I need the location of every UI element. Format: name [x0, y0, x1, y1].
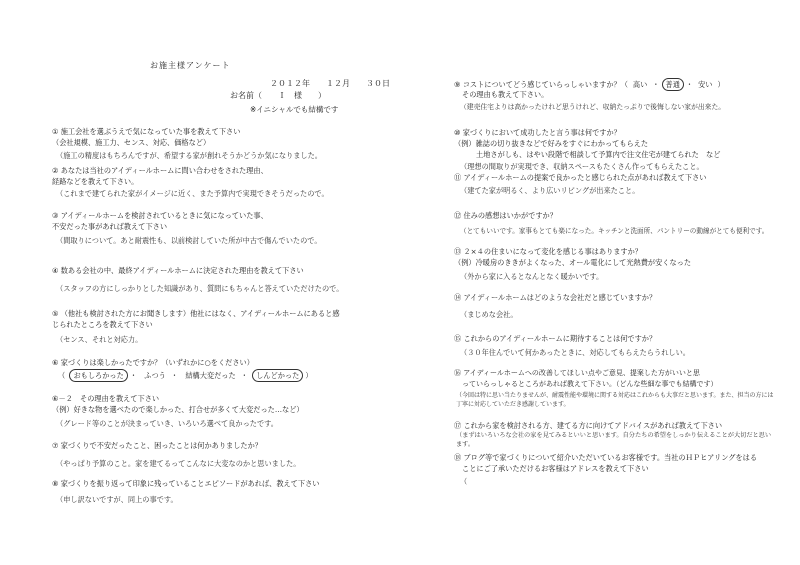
answer-7: （ やっぱり予算のこと。家を建てるってこんなに大変なのかと思いました。: [56, 458, 300, 469]
question-9: ⑨ コストについてどう感じていらっしゃいますか？（ 高い ・ 普通 ・ 安い ）: [454, 80, 725, 89]
answer-3: （ 間取りについて。あと耐震性も、以前検討していた所が中古で傷んでいたので。: [56, 235, 322, 246]
question-17: ⑰ これから家を検討される方、建てる方に向けてアドバイスがあれば教えて下さい: [454, 421, 723, 430]
question-11: ⑪ アイディールホームの提案で良かったと感じられた点があれば教えて下さい: [454, 173, 707, 182]
question-6: ⑥ 家づくりは楽しかったですか？（いずれかに○をください）: [52, 358, 254, 367]
question-6-options: （ おもしろかった ・ ふつう ・ 結構大変だった ・ しんどかった ）: [58, 371, 313, 380]
name-line: お名前（ Ｉ 様 ）: [230, 91, 326, 100]
question-9-sub: その理由も教えて下さい。: [462, 90, 549, 99]
question-3: ③ アイディールホームを検討されているときに気になっていた事、: [52, 211, 268, 220]
option-high[interactable]: 高い: [632, 80, 648, 89]
question-1-sub: （会社規模、施工力、センス、対応、価格など）: [52, 138, 211, 147]
question-9-text: ⑨ コストについてどう感じていらっしゃいますか？（: [454, 80, 628, 89]
question-5-sub: じられたところを教えて下さい: [52, 320, 153, 329]
option-low[interactable]: 安い: [698, 80, 713, 89]
question-1: ① 施工会社を選ぶうえで気になっていた事を教えて下さい: [52, 127, 241, 136]
question-2: ② あなたは当社のアイディールホームに問い合わせをされた理由、: [52, 166, 268, 175]
page-title: お施主様アンケート: [150, 61, 231, 70]
date-line: ２０１２年 １２月 ３０日: [270, 79, 390, 88]
option-normal[interactable]: ふつう: [144, 371, 166, 380]
option-fun[interactable]: おもしろかった: [69, 369, 127, 382]
question-3-sub: 不安だった事があれば教えて下さい: [52, 222, 168, 231]
question-13-sub: （例）冷暖房のききがよくなった、オール電化にして光熱費が安くなった: [454, 258, 692, 267]
answer-18[interactable]: [460, 476, 467, 487]
answer-12: （ とてもいいです。家事もとても楽になった。キッチンと洗面所、パントリーの動線がとても便利です。: [460, 226, 768, 237]
question-8: ⑧ 家づくりを振り返って印象に残っていることエピソードがあれば、教えて下さい: [52, 479, 320, 488]
answer-15: （ ３０年住んでいて何かあったときに、対応してもらえたらうれしい。: [460, 347, 690, 358]
question-14: ⑭ アイディールホームはどのような会社だと感じていますか？: [454, 293, 657, 302]
answer-6-2: （ グレード等のことが決まっていき、いろいろ選べて良かったです。: [56, 418, 278, 429]
answer-13: （ 外から家に入るとなんとなく暖かいです。: [460, 271, 603, 282]
answer-16: （ 今回は特に思い当たりませんが、耐震性能や環境に関する対応はこれからも大事だと思います。また、担当の方には丁寧に対応していただき感謝しています。: [456, 391, 776, 409]
question-10-sub2: 土地さがしも、はやい段階で相談して予算内で注文住宅が建てられた など: [476, 150, 721, 159]
question-2-sub: 経路などを教えて下さい。: [52, 177, 139, 186]
question-10-sub: （例）雑誌の切り抜きなどで好みをすぐにわかってもらえた: [454, 139, 649, 148]
option-average[interactable]: 普通: [662, 78, 684, 91]
question-15: ⑮ これからのアイディールホームに期待することは何ですか？: [454, 334, 657, 343]
question-18-sub: ことにご了承いただけるお客様はアドレスを教えて下さい: [462, 464, 649, 473]
question-4: ④ 数ある会社の中、最終アイディールホームに決定された理由を教えて下さい: [52, 266, 304, 275]
question-16: ⑯ アイディールホームへの改善してほしい点やご意見、提案した方がいいと思: [454, 369, 700, 377]
answer-8: （ 申し訳ないですが、同上の事です。: [56, 494, 178, 505]
option-tough[interactable]: しんどかった: [252, 369, 303, 382]
question-6-2-sub: （例）好きな物を選べたので楽しかった、打合せが多くて大変だった…など）: [52, 405, 304, 414]
question-10: ⑩ 家づくりにおいて成功したと言う事は何ですか？: [454, 128, 621, 137]
answer-14: （ まじめな会社。: [460, 309, 518, 320]
answer-2: （ これまで建てられた家がイメージに近く、また予算内で実現できそうだったので。: [56, 188, 329, 199]
answer-10: （ 理想の間取りが実現でき、収納スペースもたくさん作ってもらえたこと。: [460, 161, 704, 172]
initial-note: ※イニシャルでも結構です: [250, 105, 339, 114]
question-5: ⑤ （他社も検討された方にお聞きします）他社にはなく、アイディールホームにあると感: [52, 309, 340, 318]
question-7: ⑦ 家づくりで不安だったこと、困ったことは何かありましたか？: [52, 441, 262, 450]
answer-11: （ 建てた家が明るく、より広いリビングが出来たこと。: [460, 185, 639, 196]
answer-17: （ まずはいろいろな会社の家を見てみるといいと思います。自分たちの希望をしっかり伝えることが大切だと思います。: [456, 431, 776, 449]
answer-1: （ 施工の精度はもちろんですが、希望する家が創れそうかどうか気になりました。: [56, 150, 322, 161]
answer-5: （ センス、それと対応力。: [56, 334, 142, 345]
question-18: ⑱ ブログ等で家づくりについて紹介いただいているお客様です。当社のＨＰヒアリングをはる: [454, 453, 758, 462]
answer-4: （ スタッフの方にしっかりとした知識があり、質問にもちゃんと答えていただけたので。: [56, 283, 343, 294]
option-hard[interactable]: 結構大変だった: [185, 371, 236, 380]
question-13: ⑬ ２×４の住まいになって変化を感じる事はありますか？: [454, 247, 642, 256]
question-16-sub: っていらっしゃるところがあれば教えて下さい。（どんな些細な事でも結構です）: [462, 380, 718, 388]
answer-9: （ 建売住宅よりは高かったけれど思うけれど、収納たっぷりで後悔しない家が出来た。: [460, 102, 725, 113]
question-6-2: ⑥－２ その理由を教えて下さい: [52, 394, 160, 403]
question-12: ⑫ 住みの感想はいかがですか？: [454, 211, 557, 220]
